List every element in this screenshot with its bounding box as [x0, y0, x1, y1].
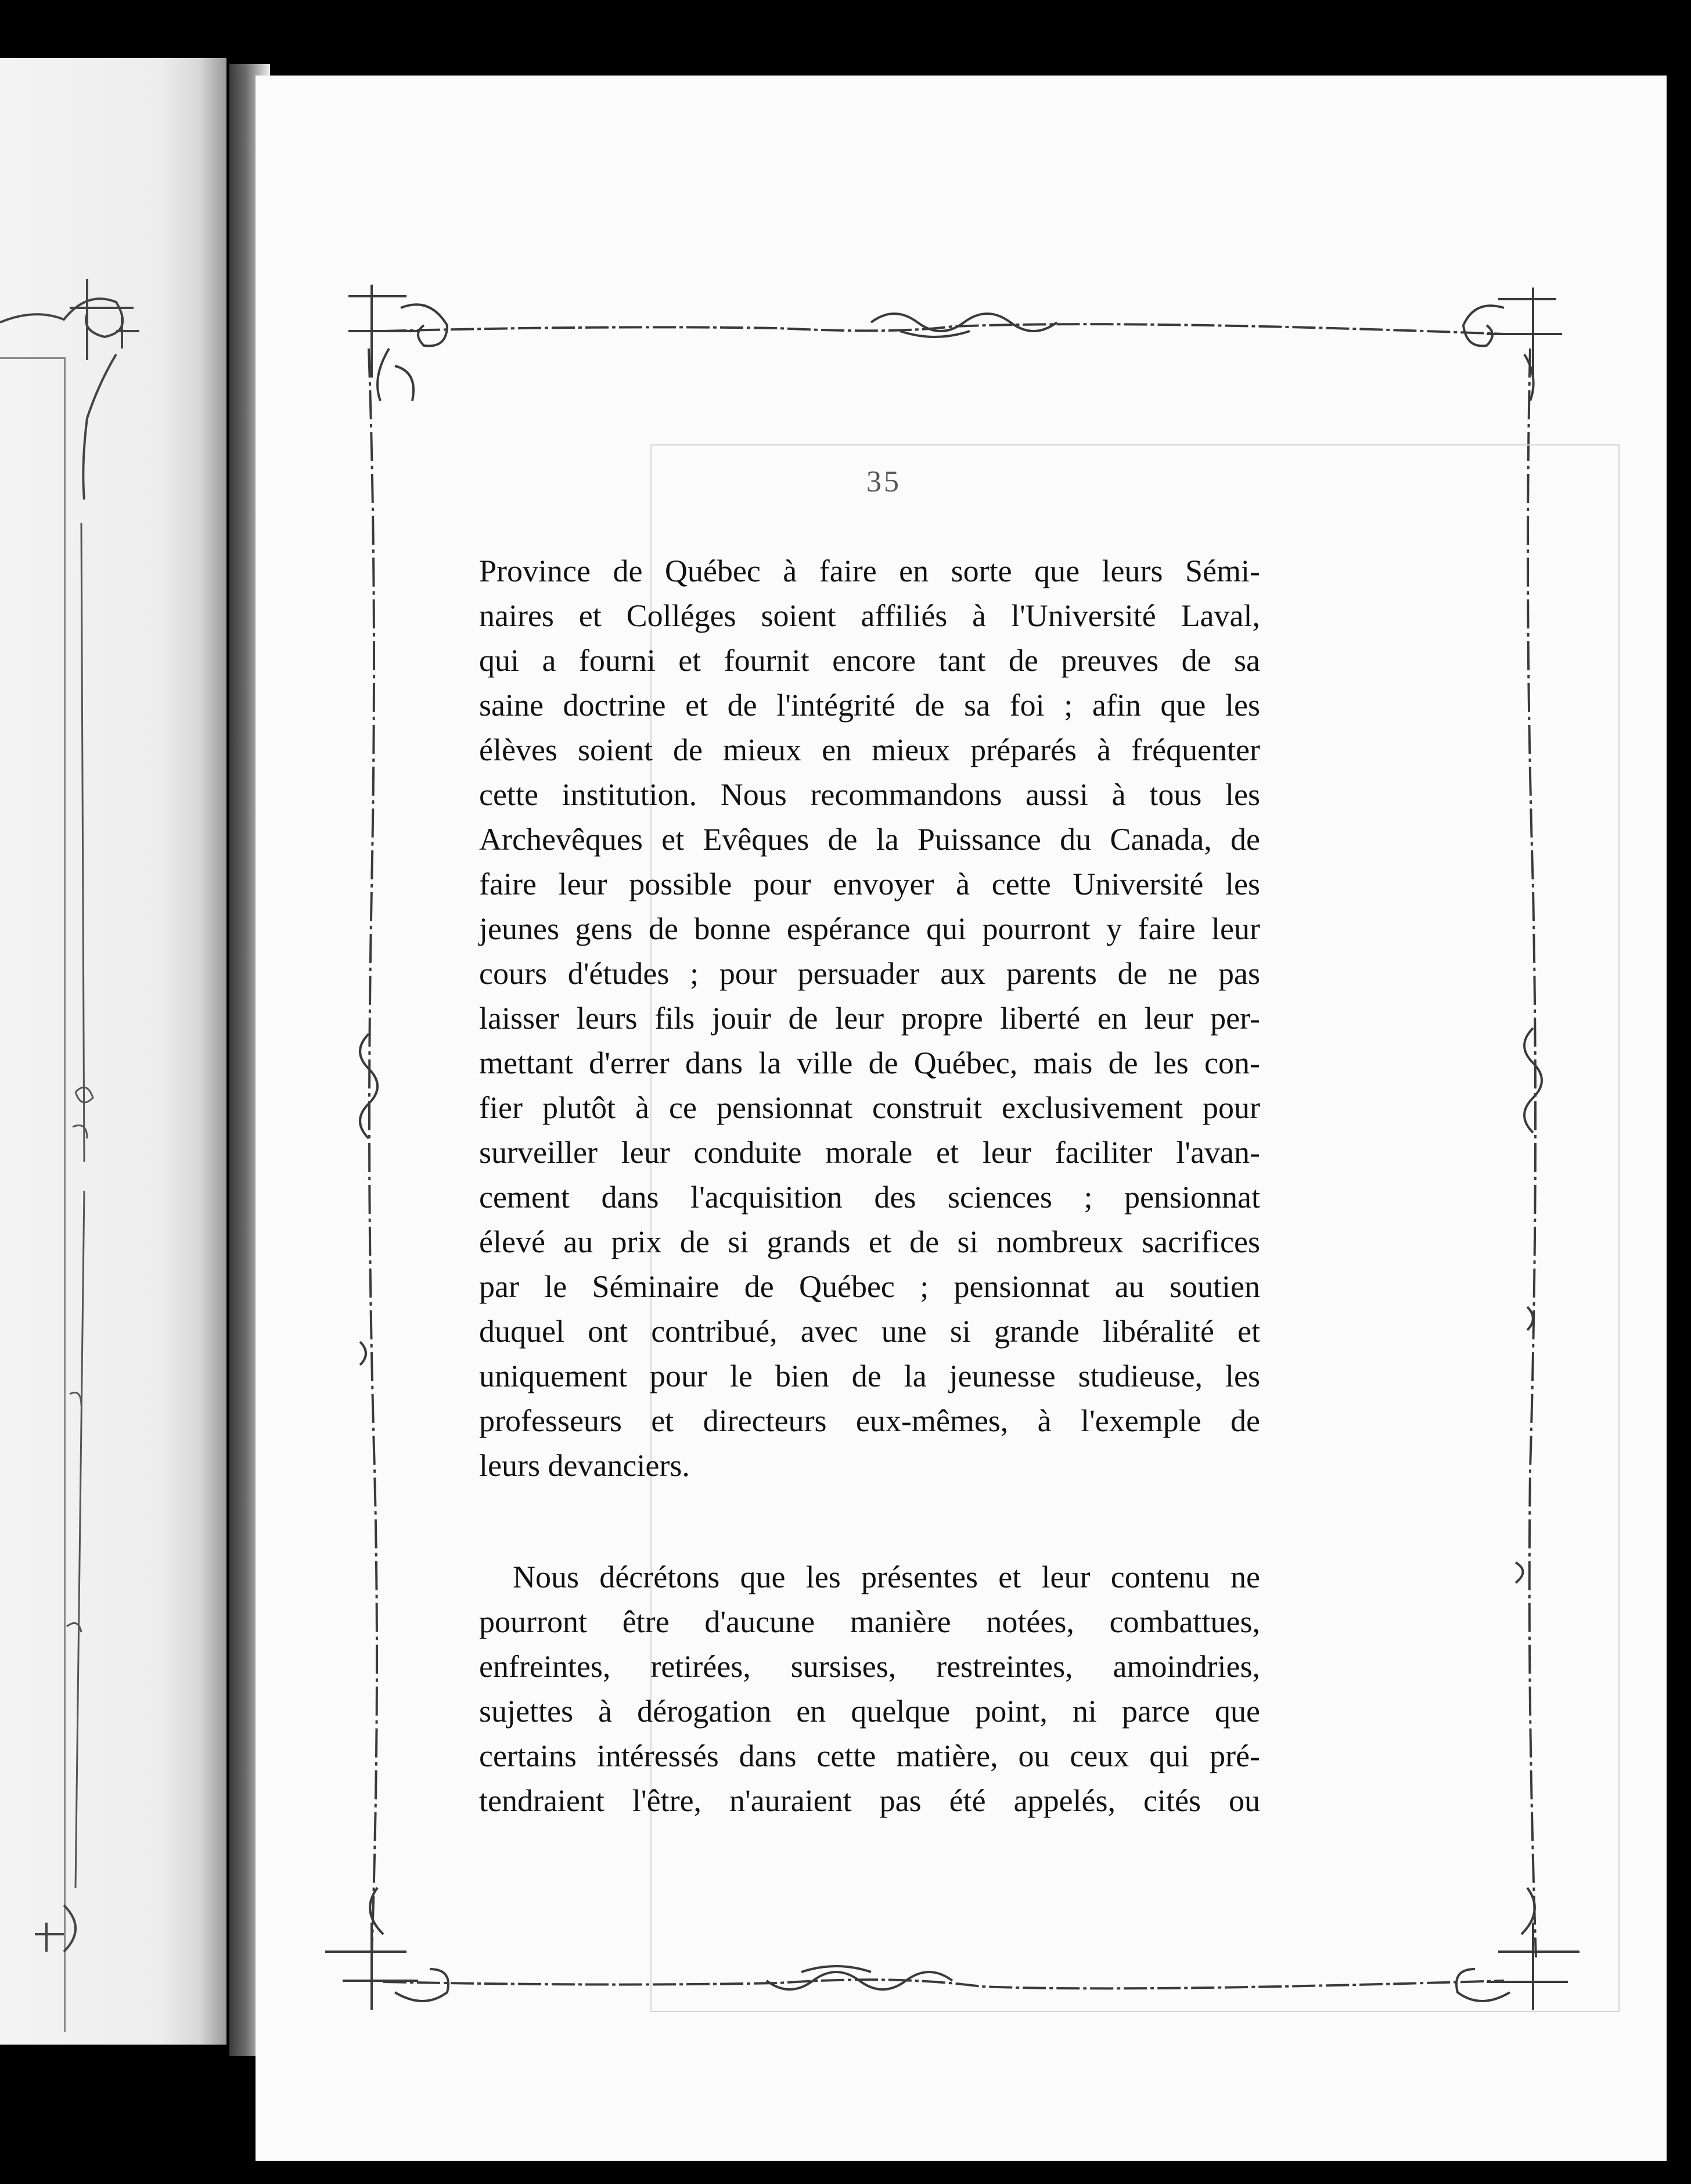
text-line: cement dans l'acquisition des sciences ; pensionnat: [479, 1180, 1260, 1215]
text-line: duquel ont contribué, avec une si grande libéralité et: [479, 1314, 1260, 1349]
text-line: jeunes gens de bonne espérance qui pourront y faire leur: [479, 911, 1260, 946]
text-line: pourront être d'aucune manière notées, combattues,: [479, 1604, 1260, 1639]
text-line: mettant d'errer dans la ville de Québec, mais de les con-: [479, 1046, 1260, 1080]
text-line: saine doctrine et de l'intégrité de sa foi ; afin que les: [479, 688, 1260, 723]
facing-page: [0, 58, 226, 2045]
text-line: naires et Colléges soient affiliés à l'Université Laval,: [479, 598, 1260, 633]
body-text: [479, 549, 1260, 1823]
paragraph: [479, 549, 1260, 1488]
text-line: qui a fourni et fournit encore tant de preuves de sa: [479, 643, 1260, 678]
facing-page-ornament: [0, 58, 226, 2045]
text-line: cette institution. Nous recommandons aussi à tous les: [479, 777, 1260, 812]
text-line: sujettes à dérogation en quelque point, ni parce que: [479, 1694, 1260, 1729]
paragraph: [479, 1555, 1260, 1823]
text-line: élevé au prix de si grands et de si nombreux sacrifices: [479, 1224, 1260, 1259]
text-line: certains intéressés dans cette matière, ou ceux qui pré-: [479, 1738, 1260, 1773]
text-line: professeurs et directeurs eux-mêmes, à l'exemple de: [479, 1403, 1260, 1438]
text-line: tendraient l'être, n'auraient pas été appelés, cités ou: [479, 1783, 1260, 1818]
text-line: leurs devanciers.: [479, 1448, 690, 1483]
text-line: Nous décrétons que les présentes et leur contenu ne: [513, 1560, 1260, 1594]
text-line: élèves soient de mieux en mieux préparés à fréquenter: [479, 732, 1260, 767]
text-line: surveiller leur conduite morale et leur faciliter l'avan-: [479, 1135, 1260, 1170]
page-number: 35: [866, 465, 901, 498]
paragraph-gap: [479, 1488, 1260, 1555]
text-line: Archevêques et Evêques de la Puissance du Canada, de: [479, 822, 1260, 857]
text-line: fier plutôt à ce pensionnat construit exclusivement pour: [479, 1090, 1260, 1125]
text-line: par le Séminaire de Québec ; pensionnat au soutien: [479, 1269, 1260, 1304]
text-line: Province de Québec à faire en sorte que leurs Sémi-: [479, 554, 1260, 588]
text-line: enfreintes, retirées, sursises, restreintes, amoindries,: [479, 1649, 1260, 1684]
text-line: laisser leurs fils jouir de leur propre liberté en leur per-: [479, 1001, 1260, 1036]
text-line: uniquement pour le bien de la jeunesse studieuse, les: [479, 1359, 1260, 1393]
text-line: cours d'études ; pour persuader aux parents de ne pas: [479, 956, 1260, 991]
text-line: faire leur possible pour envoyer à cette Université les: [479, 867, 1260, 901]
